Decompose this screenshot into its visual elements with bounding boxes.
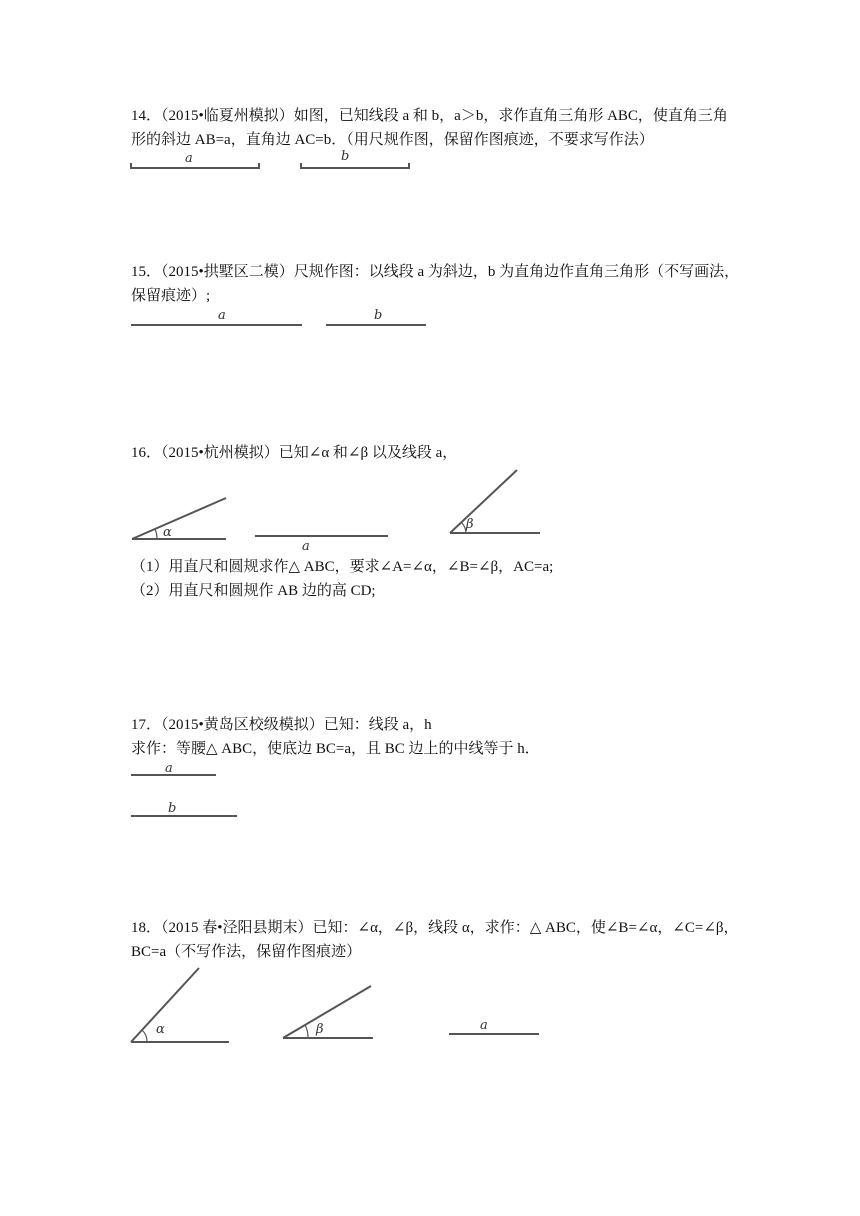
angle-beta bbox=[283, 986, 373, 1038]
angle-alpha bbox=[132, 498, 226, 540]
angle-alpha bbox=[131, 968, 229, 1042]
problem-14-line-2: 形的斜边 AB=a，直角边 AC=b．（用尺规作图，保留作图痕迹，不要求写作法） bbox=[131, 132, 654, 148]
segment-a-label: a bbox=[185, 151, 193, 166]
segment-a-label: a bbox=[302, 539, 310, 554]
angle-alpha-label: α bbox=[163, 525, 172, 540]
problem-17-line-1: 17．（2015•黄岛区校级模拟）已知：线段 a，h bbox=[131, 717, 432, 733]
segment-a-label: a bbox=[165, 761, 173, 776]
segment-a bbox=[449, 1018, 539, 1034]
problem-15-line-1: 15．（2015•拱墅区二模）尺规作图：以线段 a 为斜边，b 为直角边作直角三角形（不写画法， bbox=[131, 264, 740, 280]
segment-b-label: b bbox=[374, 308, 383, 323]
angle-beta-label: β bbox=[466, 517, 474, 532]
problem-16-part-2: （2）用直尺和圆规作 AB 边的高 CD; bbox=[131, 583, 376, 599]
segment-a bbox=[131, 163, 259, 168]
problem-16-line-1: 16．（2015•杭州模拟）已知∠α 和∠β 以及线段 a， bbox=[131, 445, 458, 461]
angle-alpha-label: α bbox=[156, 1022, 165, 1037]
segment-a-label: a bbox=[218, 308, 226, 323]
problem-16-figure bbox=[125, 465, 555, 555]
problem-14-line-1: 14．（2015•临夏州模拟）如图，已知线段 a 和 b，a＞b，求作直角三角形 ABC，使直角三角 bbox=[131, 108, 728, 124]
problem-15-line-2: 保留痕迹）; bbox=[131, 288, 211, 304]
angle-beta bbox=[450, 470, 540, 533]
problem-14-figure bbox=[120, 145, 430, 180]
problem-18-line-1: 18．（2015 春•泾阳县期末）已知：∠α，∠β，线段 α，求作：△ ABC，使∠B=∠α，∠C=∠β， bbox=[131, 920, 739, 936]
segment-a bbox=[255, 536, 388, 554]
problem-15-figure bbox=[120, 303, 440, 333]
segment-b-label: b bbox=[341, 149, 350, 164]
angle-beta-label: β bbox=[316, 1022, 324, 1037]
segment-b-label: b bbox=[168, 801, 177, 816]
segment-b bbox=[301, 163, 409, 168]
problem-18-line-2: BC=a（不写作法，保留作图痕迹） bbox=[131, 944, 362, 960]
problem-18-figure bbox=[125, 962, 555, 1052]
problem-17-figure bbox=[125, 760, 255, 825]
problem-16-part-1: （1）用直尺和圆规求作△ ABC，要求∠A=∠α，∠B=∠β，AC=a; bbox=[131, 559, 554, 575]
segment-a-label: a bbox=[480, 1018, 488, 1033]
problem-17-line-2: 求作：等腰△ ABC，使底边 BC=a，且 BC 边上的中线等于 h． bbox=[131, 741, 540, 757]
